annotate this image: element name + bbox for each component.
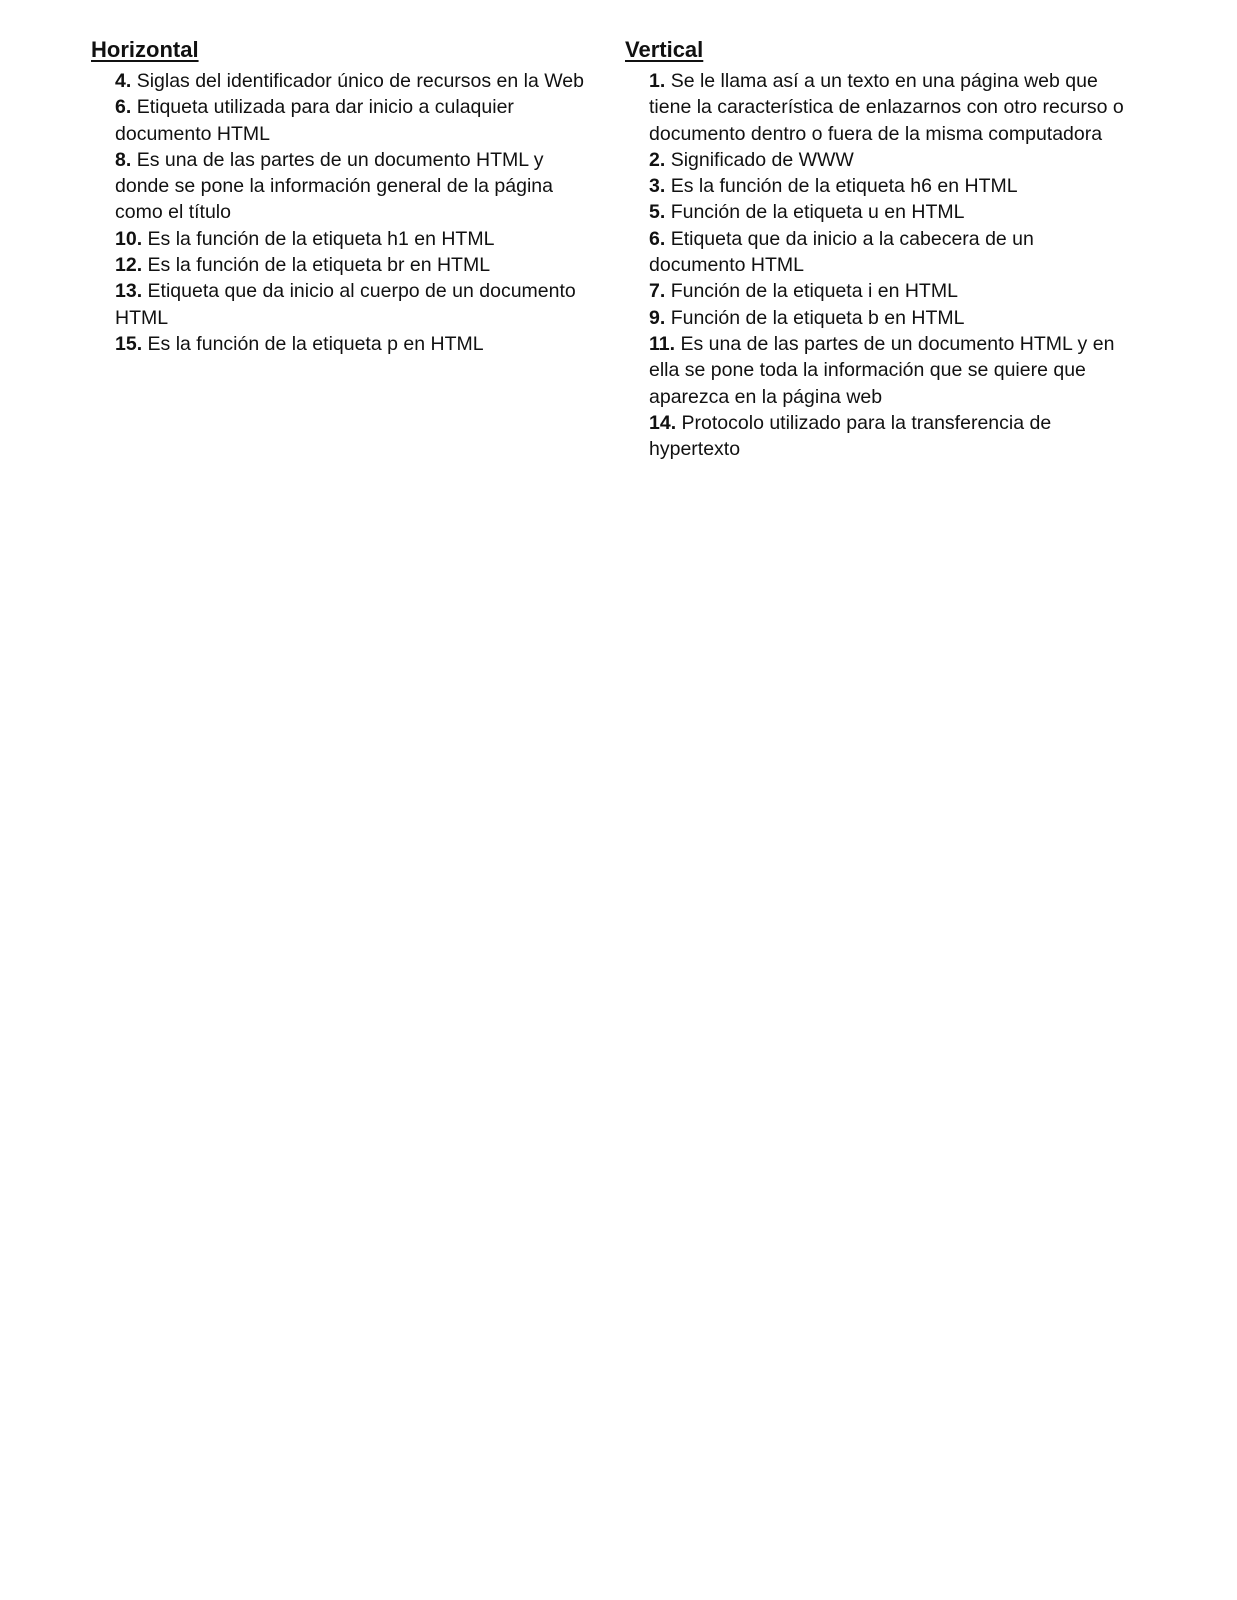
vertical-clue — [649, 199, 1135, 225]
vertical-clue — [649, 147, 1135, 173]
vertical-clue — [649, 226, 1135, 279]
clue-text: Se le llama así a un texto en una página web que tiene la característica de enlazarnos con otro recurso o documento dentro o fuera de la misma computadora — [649, 70, 1124, 145]
vertical-clue — [649, 305, 1135, 331]
clue-text: Es una de las partes de un documento HTML y en ella se pone toda la información que se quiere que aparezca en la página web — [649, 332, 1115, 408]
vertical-clue — [649, 278, 1135, 304]
vertical-clue — [649, 410, 1135, 463]
clue-number: 7. — [649, 280, 666, 303]
clue-number: 12. — [115, 254, 143, 277]
horizontal-clue — [115, 226, 601, 252]
clue-number: 1. — [649, 70, 666, 92]
horizontal-clue — [115, 278, 601, 331]
clue-number: 8. — [115, 148, 132, 171]
vertical-clues-section — [625, 36, 1135, 462]
clue-number: 10. — [115, 227, 143, 250]
horizontal-clue — [115, 147, 601, 226]
horizontal-clue-list — [91, 68, 601, 357]
clue-text: Es la función de la etiqueta h1 en HTML — [147, 227, 495, 250]
clue-number: 3. — [649, 175, 666, 198]
clue-text: Es la función de la etiqueta h6 en HTML — [670, 175, 1018, 198]
clue-text: Es la función de la etiqueta br en HTML — [147, 254, 491, 277]
clue-number: 6. — [115, 96, 132, 119]
vertical-clue — [649, 68, 1135, 147]
clue-number: 14. — [649, 411, 677, 434]
clue-text: Protocolo utilizado para la transferencia de hypertexto — [649, 411, 1052, 461]
clue-number: 5. — [649, 201, 666, 224]
clue-text: Significado de WWW — [670, 148, 854, 171]
clue-number: 6. — [649, 227, 666, 250]
clue-text: Es la función de la etiqueta p en HTML — [147, 332, 484, 355]
clue-text: Etiqueta utilizada para dar inicio a culaquier documento HTML — [115, 96, 514, 145]
clue-text: Función de la etiqueta b en HTML — [670, 306, 965, 329]
horizontal-clue — [115, 94, 601, 147]
clue-number: 9. — [649, 306, 666, 329]
horizontal-heading: Horizontal — [91, 37, 199, 62]
vertical-clue — [649, 173, 1135, 199]
horizontal-clue — [115, 331, 601, 357]
clue-text: Siglas del identificador único de recursos en la Web — [136, 70, 584, 92]
horizontal-clue — [115, 68, 601, 94]
clue-number: 4. — [115, 70, 132, 92]
clue-text: Función de la etiqueta u en HTML — [670, 201, 965, 224]
vertical-clue — [649, 331, 1135, 410]
clue-number: 2. — [649, 148, 666, 171]
horizontal-clue — [115, 252, 601, 278]
clue-text: Etiqueta que da inicio al cuerpo de un documento HTML — [115, 280, 576, 329]
vertical-heading: Vertical — [625, 37, 704, 62]
vertical-clue-list — [625, 68, 1135, 462]
clue-number: 13. — [115, 280, 143, 303]
clue-text: Etiqueta que da inicio a la cabecera de un documento HTML — [649, 227, 1034, 277]
clue-number: 15. — [115, 332, 143, 355]
clue-number: 11. — [649, 332, 676, 355]
clue-text: Es una de las partes de un documento HTML y donde se pone la información general de la página como el título — [115, 148, 553, 224]
horizontal-clues-section — [91, 36, 601, 357]
clue-text: Función de la etiqueta i en HTML — [670, 280, 958, 303]
